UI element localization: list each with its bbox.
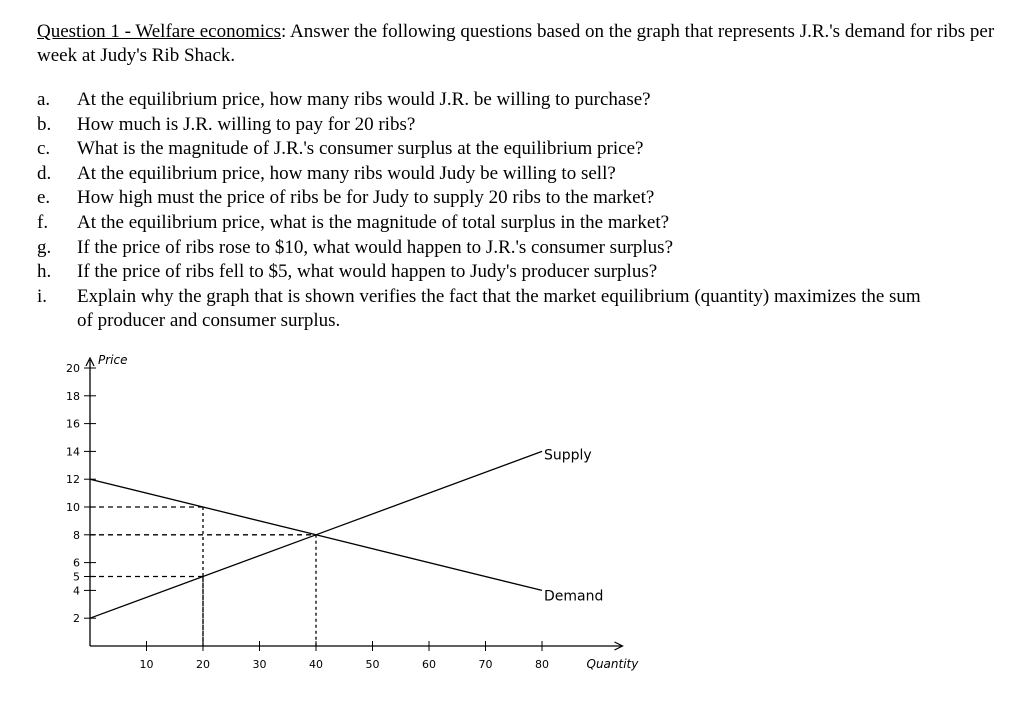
x-axis-label: Quantity bbox=[586, 657, 639, 671]
question-text: If the price of ribs fell to $5, what would happen to Judy's producer surplus? bbox=[77, 261, 658, 283]
x-tick-label: 10 bbox=[139, 658, 154, 671]
demand-label: Demand bbox=[544, 588, 604, 605]
question-text: How much is J.R. willing to pay for 20 ribs? bbox=[77, 113, 416, 135]
y-axis-label: Price bbox=[98, 353, 128, 367]
question-title: Question 1 - Welfare economics bbox=[37, 21, 281, 42]
y-tick-label: 10 bbox=[66, 501, 80, 514]
x-tick-label: 60 bbox=[422, 658, 436, 671]
y-tick-label: 8 bbox=[73, 528, 80, 542]
x-tick-label: 30 bbox=[252, 658, 267, 671]
question-label: f. bbox=[37, 211, 49, 233]
question-text: What is the magnitude of J.R.'s consumer surplus at the equilibrium price? bbox=[77, 138, 644, 160]
y-tick-label: 12 bbox=[66, 473, 80, 487]
question-label: a. bbox=[37, 89, 51, 110]
y-tick-label: 14 bbox=[66, 445, 80, 459]
question-label: g. bbox=[37, 236, 52, 258]
x-tick-label: 50 bbox=[365, 658, 380, 671]
y-tick-label: 16 bbox=[66, 417, 80, 431]
question-label: e. bbox=[37, 187, 51, 209]
question-label: i. bbox=[37, 285, 48, 307]
question-text: At the equilibrium price, how many ribs would J.R. be willing to purchase? bbox=[77, 89, 651, 110]
question-text: At the equilibrium price, what is the magnitude of total surplus in the market? bbox=[77, 211, 670, 233]
x-tick-label: 40 bbox=[309, 658, 323, 671]
question-label: h. bbox=[37, 261, 52, 283]
x-tick-label: 70 bbox=[478, 658, 493, 671]
question-label: d. bbox=[37, 162, 52, 184]
y-tick-label: 18 bbox=[66, 389, 80, 403]
y-tick-label: 2 bbox=[73, 612, 80, 626]
y-tick-label: 5 bbox=[73, 570, 80, 584]
question-text: At the equilibrium price, how many ribs would Judy be willing to sell? bbox=[77, 162, 616, 184]
x-tick-label: 20 bbox=[196, 658, 210, 671]
question-intro: : Answer the following questions based on the graph that represents J.R.'s demand for ribs per week at Judy's Rib Shack. bbox=[37, 21, 995, 66]
question-label: c. bbox=[37, 138, 51, 160]
y-tick-label: 6 bbox=[73, 556, 80, 570]
question-text: If the price of ribs rose to $10, what would happen to J.R.'s consumer surplus? bbox=[77, 236, 674, 258]
question-text: Explain why the graph that is shown verifies the fact that the market equilibrium (quantity) maximizes the sum of producer and consumer surplus. bbox=[77, 285, 921, 332]
x-tick-label: 80 bbox=[535, 658, 549, 671]
supply-label: Supply bbox=[544, 447, 592, 464]
question-text: How high must the price of ribs be for Judy to supply 20 ribs to the market? bbox=[77, 187, 655, 209]
y-tick-label: 4 bbox=[73, 584, 80, 598]
question-label: b. bbox=[37, 113, 52, 135]
y-tick-label: 20 bbox=[66, 362, 80, 375]
